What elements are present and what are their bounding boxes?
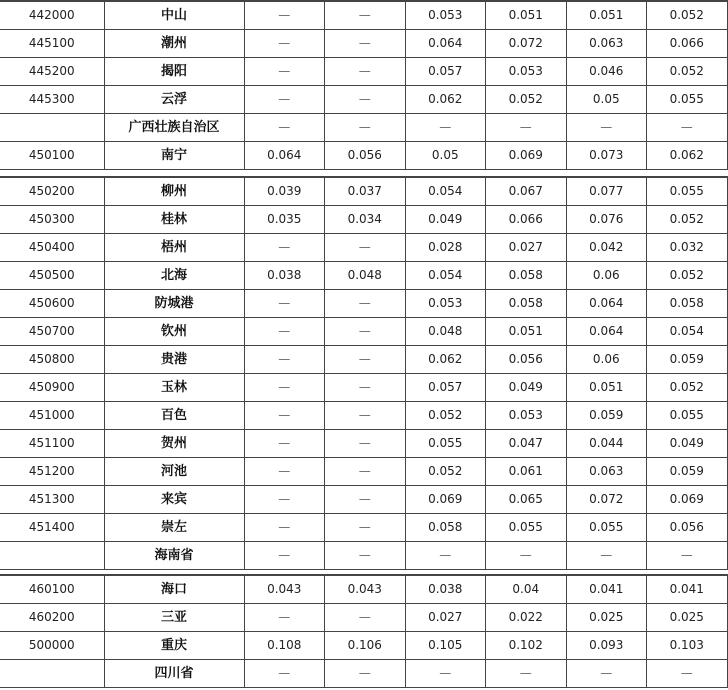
region-code-cell: 451000 (0, 402, 104, 430)
value-cell: — (566, 660, 647, 688)
value-cell: — (244, 290, 325, 318)
region-code-cell (0, 542, 104, 570)
region-code-cell: 450200 (0, 178, 104, 206)
value-cell: 0.042 (566, 234, 647, 262)
region-code-cell (0, 114, 104, 142)
value-cell: 0.044 (566, 430, 647, 458)
value-cell: 0.056 (647, 514, 728, 542)
region-name-cell: 中山 (104, 2, 244, 30)
value-cell: — (244, 346, 325, 374)
value-cell: 0.054 (405, 178, 486, 206)
value-cell: 0.048 (405, 318, 486, 346)
value-cell: 0.066 (647, 30, 728, 58)
value-cell: — (325, 86, 406, 114)
value-cell: 0.051 (566, 2, 647, 30)
value-cell: 0.034 (325, 206, 406, 234)
value-cell: 0.059 (566, 402, 647, 430)
value-cell: — (244, 30, 325, 58)
value-cell: 0.055 (405, 430, 486, 458)
data-table (0, 177, 728, 570)
region-code-cell: 450400 (0, 234, 104, 262)
table-row (0, 346, 727, 374)
value-cell: 0.051 (486, 318, 567, 346)
value-cell: 0.025 (647, 604, 728, 632)
table-row (0, 58, 727, 86)
value-cell: 0.062 (405, 86, 486, 114)
value-cell: 0.043 (244, 576, 325, 604)
region-code-cell: 442000 (0, 2, 104, 30)
value-cell: 0.065 (486, 486, 567, 514)
table-row (0, 142, 727, 170)
table-row (0, 374, 727, 402)
value-cell: — (566, 114, 647, 142)
value-cell: 0.058 (647, 290, 728, 318)
value-cell: 0.038 (405, 576, 486, 604)
region-name-cell: 潮州 (104, 30, 244, 58)
region-code-cell: 450100 (0, 142, 104, 170)
value-cell: — (325, 514, 406, 542)
table-block-3 (0, 574, 728, 688)
region-code-cell (0, 660, 104, 688)
value-cell: 0.052 (647, 374, 728, 402)
region-code-cell: 450900 (0, 374, 104, 402)
value-cell: 0.076 (566, 206, 647, 234)
region-code-cell: 450800 (0, 346, 104, 374)
region-code-cell: 450300 (0, 206, 104, 234)
value-cell: 0.064 (566, 290, 647, 318)
value-cell: 0.054 (405, 262, 486, 290)
value-cell: — (325, 290, 406, 318)
value-cell: 0.041 (566, 576, 647, 604)
table-row (0, 576, 727, 604)
value-cell: — (405, 542, 486, 570)
region-name-cell: 北海 (104, 262, 244, 290)
table-block-2 (0, 176, 728, 570)
value-cell: 0.055 (486, 514, 567, 542)
value-cell: — (325, 318, 406, 346)
table-row (0, 486, 727, 514)
value-cell: 0.072 (486, 30, 567, 58)
value-cell: — (244, 458, 325, 486)
value-cell: — (244, 318, 325, 346)
value-cell: — (566, 542, 647, 570)
value-cell: — (647, 542, 728, 570)
value-cell: 0.067 (486, 178, 567, 206)
table-row (0, 458, 727, 486)
value-cell: — (244, 86, 325, 114)
value-cell: 0.054 (647, 318, 728, 346)
value-cell: 0.048 (325, 262, 406, 290)
value-cell: 0.055 (647, 86, 728, 114)
value-cell: 0.058 (486, 290, 567, 318)
value-cell: 0.046 (566, 58, 647, 86)
value-cell: 0.108 (244, 632, 325, 660)
value-cell: 0.039 (244, 178, 325, 206)
value-cell: — (405, 114, 486, 142)
value-cell: 0.057 (405, 58, 486, 86)
region-name-cell: 三亚 (104, 604, 244, 632)
value-cell: 0.038 (244, 262, 325, 290)
value-cell: 0.072 (566, 486, 647, 514)
table-block-1 (0, 0, 728, 170)
value-cell: — (486, 114, 567, 142)
value-cell: 0.093 (566, 632, 647, 660)
value-cell: — (325, 346, 406, 374)
value-cell: 0.059 (647, 346, 728, 374)
value-cell: 0.032 (647, 234, 728, 262)
value-cell: 0.059 (647, 458, 728, 486)
value-cell: — (244, 114, 325, 142)
region-name-cell: 贺州 (104, 430, 244, 458)
region-code-cell: 450700 (0, 318, 104, 346)
region-name-cell: 钦州 (104, 318, 244, 346)
value-cell: — (325, 114, 406, 142)
value-cell: 0.049 (486, 374, 567, 402)
value-cell: 0.064 (244, 142, 325, 170)
value-cell: 0.105 (405, 632, 486, 660)
value-cell: 0.062 (405, 346, 486, 374)
region-code-cell: 445200 (0, 58, 104, 86)
value-cell: — (244, 58, 325, 86)
region-name-cell: 河池 (104, 458, 244, 486)
region-code-cell: 451200 (0, 458, 104, 486)
value-cell: — (244, 514, 325, 542)
value-cell: 0.027 (405, 604, 486, 632)
data-table (0, 575, 728, 688)
region-code-cell: 460100 (0, 576, 104, 604)
value-cell: — (244, 486, 325, 514)
region-name-cell: 四川省 (104, 660, 244, 688)
value-cell: — (244, 234, 325, 262)
value-cell: — (244, 604, 325, 632)
region-name-cell: 来宾 (104, 486, 244, 514)
value-cell: — (405, 660, 486, 688)
region-name-cell: 崇左 (104, 514, 244, 542)
value-cell: 0.057 (405, 374, 486, 402)
region-code-cell: 451100 (0, 430, 104, 458)
value-cell: 0.064 (566, 318, 647, 346)
value-cell: 0.052 (647, 58, 728, 86)
value-cell: 0.102 (486, 632, 567, 660)
table-row (0, 178, 727, 206)
value-cell: — (486, 542, 567, 570)
value-cell: 0.063 (566, 458, 647, 486)
value-cell: — (325, 542, 406, 570)
value-cell: 0.064 (405, 30, 486, 58)
value-cell: — (325, 2, 406, 30)
data-table (0, 1, 728, 170)
value-cell: — (325, 604, 406, 632)
value-cell: — (325, 486, 406, 514)
table-row (0, 206, 727, 234)
table-row (0, 660, 727, 688)
region-name-cell: 柳州 (104, 178, 244, 206)
value-cell: 0.055 (647, 178, 728, 206)
value-cell: 0.055 (566, 514, 647, 542)
value-cell: 0.103 (647, 632, 728, 660)
table-row (0, 234, 727, 262)
table-row (0, 318, 727, 346)
table-row (0, 290, 727, 318)
value-cell: 0.053 (405, 290, 486, 318)
region-name-cell: 贵港 (104, 346, 244, 374)
value-cell: — (325, 58, 406, 86)
value-cell: 0.04 (486, 576, 567, 604)
value-cell: — (244, 660, 325, 688)
value-cell: — (325, 30, 406, 58)
value-cell: 0.056 (325, 142, 406, 170)
table-row (0, 2, 727, 30)
region-name-cell: 南宁 (104, 142, 244, 170)
value-cell: 0.056 (486, 346, 567, 374)
region-name-cell: 广西壮族自治区 (104, 114, 244, 142)
value-cell: 0.058 (486, 262, 567, 290)
region-code-cell: 451400 (0, 514, 104, 542)
value-cell: 0.061 (486, 458, 567, 486)
value-cell: — (325, 374, 406, 402)
value-cell: 0.062 (647, 142, 728, 170)
value-cell: 0.052 (405, 458, 486, 486)
value-cell: 0.022 (486, 604, 567, 632)
region-code-cell: 445300 (0, 86, 104, 114)
value-cell: 0.069 (647, 486, 728, 514)
region-code-cell: 451300 (0, 486, 104, 514)
value-cell: 0.052 (405, 402, 486, 430)
value-cell: — (486, 660, 567, 688)
value-cell: 0.051 (566, 374, 647, 402)
region-name-cell: 百色 (104, 402, 244, 430)
value-cell: 0.058 (405, 514, 486, 542)
value-cell: 0.053 (486, 58, 567, 86)
value-cell: 0.052 (647, 206, 728, 234)
region-name-cell: 海南省 (104, 542, 244, 570)
table-row (0, 86, 727, 114)
region-name-cell: 海口 (104, 576, 244, 604)
value-cell: 0.069 (405, 486, 486, 514)
region-name-cell: 玉林 (104, 374, 244, 402)
value-cell: 0.043 (325, 576, 406, 604)
value-cell: 0.06 (566, 262, 647, 290)
region-name-cell: 重庆 (104, 632, 244, 660)
value-cell: — (244, 430, 325, 458)
region-name-cell: 防城港 (104, 290, 244, 318)
value-cell: — (244, 542, 325, 570)
value-cell: 0.05 (566, 86, 647, 114)
value-cell: 0.063 (566, 30, 647, 58)
value-cell: 0.073 (566, 142, 647, 170)
value-cell: 0.077 (566, 178, 647, 206)
value-cell: 0.069 (486, 142, 567, 170)
value-cell: 0.049 (405, 206, 486, 234)
value-cell: 0.053 (405, 2, 486, 30)
region-name-cell: 揭阳 (104, 58, 244, 86)
value-cell: 0.05 (405, 142, 486, 170)
value-cell: — (647, 660, 728, 688)
region-code-cell: 460200 (0, 604, 104, 632)
table-row (0, 402, 727, 430)
value-cell: — (325, 402, 406, 430)
table-row (0, 430, 727, 458)
value-cell: — (244, 2, 325, 30)
region-name-cell: 云浮 (104, 86, 244, 114)
table-row (0, 30, 727, 58)
region-name-cell: 梧州 (104, 234, 244, 262)
value-cell: 0.037 (325, 178, 406, 206)
value-cell: 0.051 (486, 2, 567, 30)
value-cell: 0.027 (486, 234, 567, 262)
value-cell: 0.052 (647, 262, 728, 290)
region-code-cell: 450600 (0, 290, 104, 318)
region-code-cell: 500000 (0, 632, 104, 660)
value-cell: — (325, 458, 406, 486)
value-cell: 0.052 (647, 2, 728, 30)
value-cell: 0.049 (647, 430, 728, 458)
value-cell: 0.035 (244, 206, 325, 234)
region-name-cell: 桂林 (104, 206, 244, 234)
value-cell: 0.055 (647, 402, 728, 430)
table-row (0, 542, 727, 570)
table-row (0, 632, 727, 660)
value-cell: 0.06 (566, 346, 647, 374)
value-cell: 0.053 (486, 402, 567, 430)
value-cell: — (244, 402, 325, 430)
value-cell: 0.066 (486, 206, 567, 234)
value-cell: — (647, 114, 728, 142)
table-row (0, 514, 727, 542)
value-cell: 0.028 (405, 234, 486, 262)
table-row (0, 604, 727, 632)
value-cell: 0.047 (486, 430, 567, 458)
value-cell: 0.041 (647, 576, 728, 604)
value-cell: 0.106 (325, 632, 406, 660)
region-code-cell: 445100 (0, 30, 104, 58)
value-cell: 0.052 (486, 86, 567, 114)
value-cell: 0.025 (566, 604, 647, 632)
value-cell: — (325, 660, 406, 688)
value-cell: — (325, 430, 406, 458)
table-row (0, 114, 727, 142)
value-cell: — (325, 234, 406, 262)
region-code-cell: 450500 (0, 262, 104, 290)
table-row (0, 262, 727, 290)
value-cell: — (244, 374, 325, 402)
